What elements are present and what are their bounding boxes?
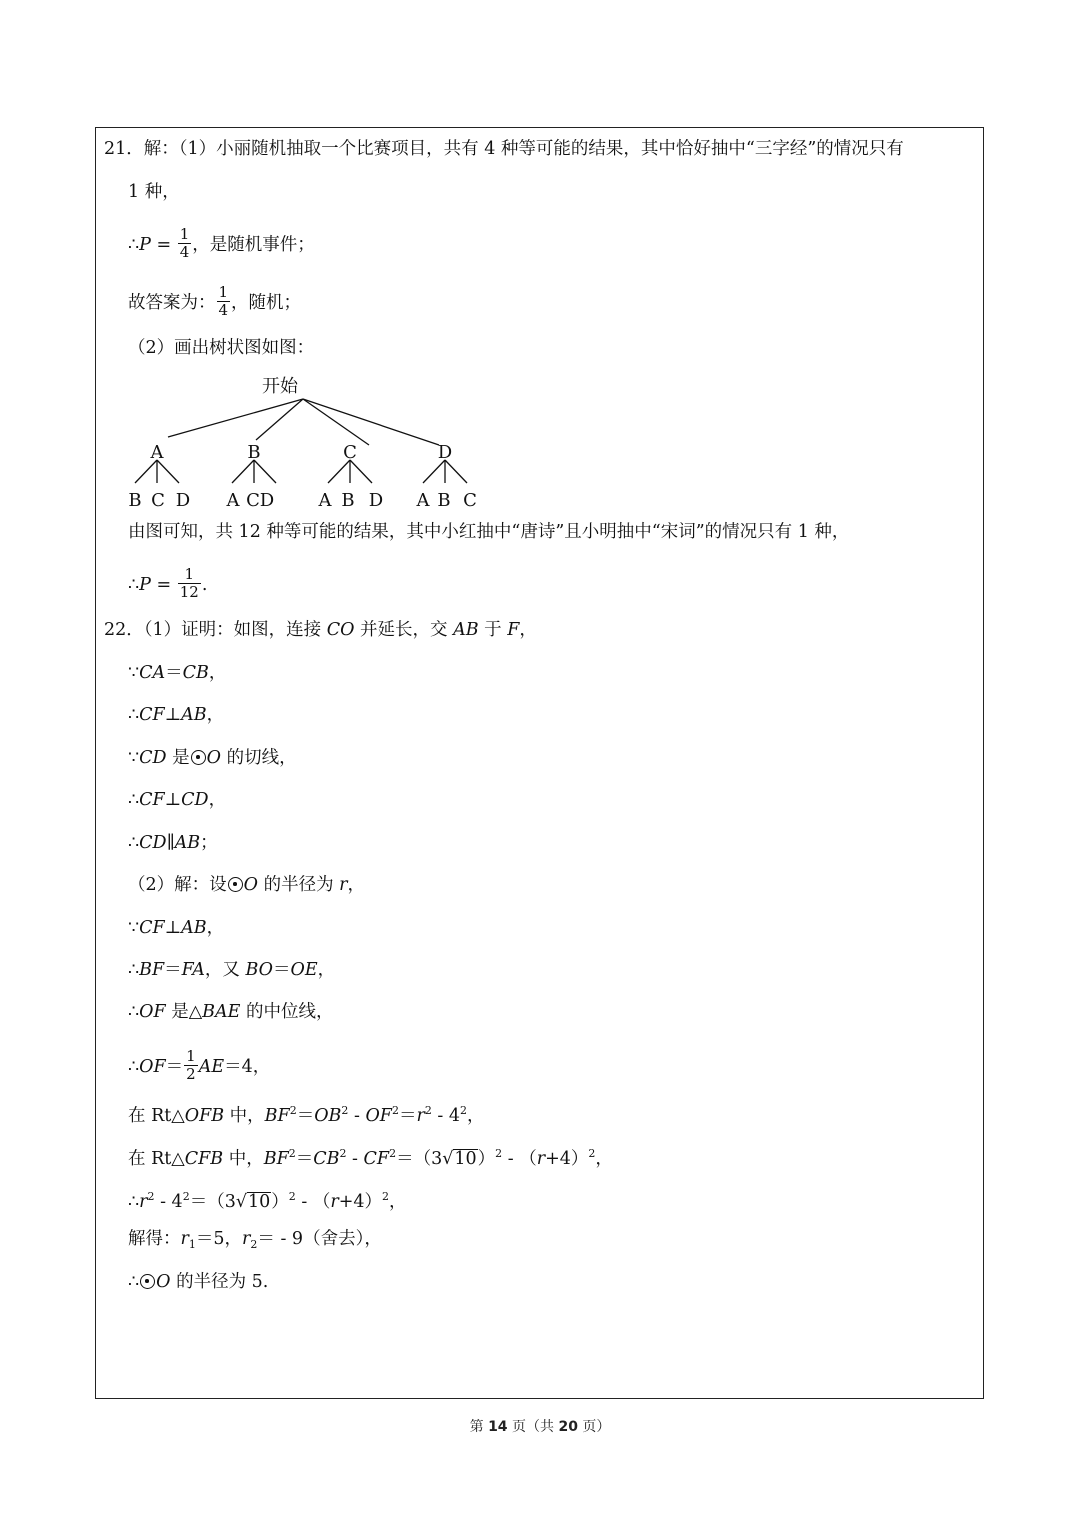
tree-leaf: D [368, 490, 384, 511]
q21-line-4: 故答案为： $\frac{1}{4}$ ，随机； [128, 283, 302, 319]
tree-leaf: B [341, 490, 355, 511]
q22-line-14: $\therefore r^2 - 4^2=(3√10)^2 - (r+4)^2$， [128, 1190, 407, 1212]
q22-line-1: 22．（1）证明：如图，连接 CO 并延长，交 AB 于 F， [104, 620, 537, 640]
fraction: $\frac{1}{12}$ [179, 565, 199, 601]
tree-node-a: A [150, 442, 164, 463]
tree-leaf: C [151, 490, 165, 511]
tree-node-b: B [247, 442, 261, 463]
tree-leaf: B [437, 490, 451, 511]
tree-node-d: D [437, 442, 453, 463]
q22-line-6: ∴CD∥AB； [128, 833, 218, 853]
circle-dot-icon [140, 1274, 155, 1289]
tree-leaf: B [128, 490, 142, 511]
tree-leaf: D [259, 490, 275, 511]
q22-line-5: ∴CF⊥CD， [128, 790, 227, 810]
q22-line-12: 在 Rt△OFB 中，$BF^2=OB^2 - OF^2=r^2 - 4^2$， [128, 1104, 485, 1126]
fraction: $\frac{1}{4}$ [179, 225, 190, 261]
q22-line-11: ∴OF＝ $\frac{1}{2}$ AE＝4， [128, 1047, 271, 1083]
q22-line-2: ∵CA＝CB， [128, 663, 227, 683]
tree-leaf: A [226, 490, 240, 511]
q21-line-6: 由图可知，共 12 种等可能的结果，其中小红抽中“唐诗”且小明抽中“宋词”的情况只有 1 种， [128, 522, 850, 542]
q22-line-7: （2）解：设 O 的半径为 r， [128, 875, 366, 895]
q22-line-16: ∴ O 的半径为 5. [128, 1272, 269, 1292]
q22-line-13: 在 Rt△CFB 中，$BF^2=CB^2 - CF^2=(3√10)^2 - (r+4)^2$， [128, 1147, 613, 1169]
q21-line-2: 1 种， [128, 182, 180, 202]
fraction: $\frac{1}{4}$ [218, 283, 229, 319]
q22-line-8: ∵CF⊥AB， [128, 918, 225, 938]
q21-line-3: ∴P = $\frac{1}{4}$ ，是随机事件； [128, 225, 315, 261]
q22-line-9: ∴BF＝FA，又 BO＝OE， [128, 960, 336, 980]
page-total: 20 [558, 1419, 578, 1435]
circle-dot-icon [228, 877, 243, 892]
tree-edges [135, 399, 467, 483]
page-footer: 第 14 页（共 20 页） [469, 1419, 611, 1435]
tree-leaf: A [318, 490, 332, 511]
q21-line-5: （2）画出树状图如图： [128, 338, 315, 358]
q22-line-15: 解得：$r_1=5$，$r_2= - 9$（舍去）， [128, 1229, 382, 1251]
fraction: $\frac{1}{2}$ [186, 1047, 196, 1083]
tree-leaf: D [175, 490, 191, 511]
tree-root: 开始 [262, 376, 298, 397]
q22-line-3: ∴CF⊥AB， [128, 705, 225, 725]
circle-dot-icon [191, 750, 206, 765]
page-number: 14 [488, 1419, 508, 1435]
tree-leaf: C [246, 490, 260, 511]
q22-line-4: ∵CD 是 O 的切线， [128, 748, 297, 768]
q22-line-10: ∴OF 是△BAE 的中位线， [128, 1002, 334, 1022]
tree-diagram [120, 368, 490, 513]
q21-line-7: ∴P = $\frac{1}{12}$ . [128, 565, 208, 601]
tree-leaf: A [416, 490, 430, 511]
tree-leaf: C [463, 490, 477, 511]
tree-node-c: C [343, 442, 357, 463]
q21-line-1: 21．解：（1）小丽随机抽取一个比赛项目，共有 4 种等可能的结果，其中恰好抽中“三字经”的情况只有 [104, 139, 904, 159]
